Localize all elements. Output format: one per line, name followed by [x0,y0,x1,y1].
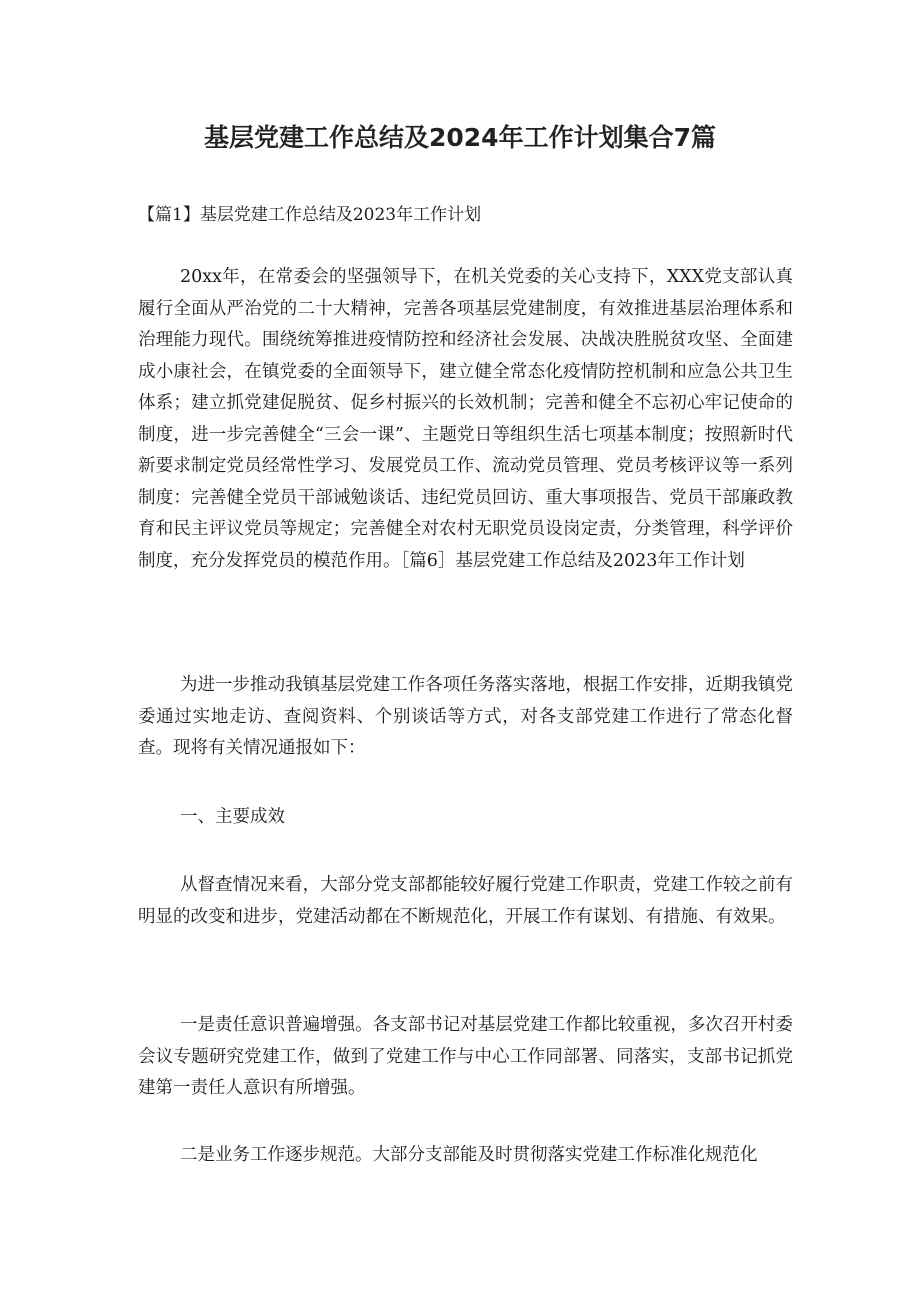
document-title: 基层党建工作总结及2024年工作计划集合7篇 [204,123,716,152]
paragraph-2: 为进一步推动我镇基层党建工作各项任务落实落地，根据工作安排，近期我镇党委通过实地走访、查阅资料、个别谈话等方式，对各支部党建工作进行了常态化督查。现将有关情况通报如下： [138,675,793,758]
paragraph-5: 二是业务工作逐步规范。大部分支部能及时贯彻落实党建工作标准化规范化 [180,1145,758,1165]
subheading-main-achievements: 一、主要成效 [180,807,285,827]
paragraph-4: 一是责任意识普遍增强。各支部书记对基层党建工作都比较重视，多次召开村委会议专题研究党建工作，做到了党建工作与中心工作同部署、同落实，支部书记抓党建第一责任人意识有所增强。 [138,1015,793,1098]
paragraph-3: 从督查情况来看，大部分党支部都能较好履行党建工作职责，党建工作较之前有明显的改变和进步，党建活动都在不断规范化，开展工作有谋划、有措施、有效果。 [138,875,793,927]
paragraph-1: 20xx年，在常委会的坚强领导下，在机关党委的关心支持下，XXX党支部认真履行全面从严治党的二十大精神，完善各项基层党建制度，有效推进基层治理体系和治理能力现代。围绕统筹推进疫情防控和经济社会发展、决战决胜脱贫攻坚、全面建成小康社会，在镇党委的全面领导下，建立健全常态化疫情防控机制和应急公共卫生体系；建立抓党建促脱贫、促乡村振兴的长效机制；完善和健全不忘初心牢记使命的制度，进一步完善健全“三会一课”、主题党日等组织生活七项基本制度；按照新时代新要求制定党员经常性学习、发展党员工作、流动党员管理、党员考核评议等一系列制度：完善健全党员干部诫勉谈话、违纪党员回访、重大事项报告、党员干部廉政教育和民主评议党员等规定；完善健全对农村无职党员设岗定责，分类管理，科学评价制度，充分发挥党员的模范作用。［篇6］基层党建工作总结及2023年工作计划 [138,267,793,571]
section-heading: 【篇1】基层党建工作总结及2023年工作计划 [138,205,482,225]
